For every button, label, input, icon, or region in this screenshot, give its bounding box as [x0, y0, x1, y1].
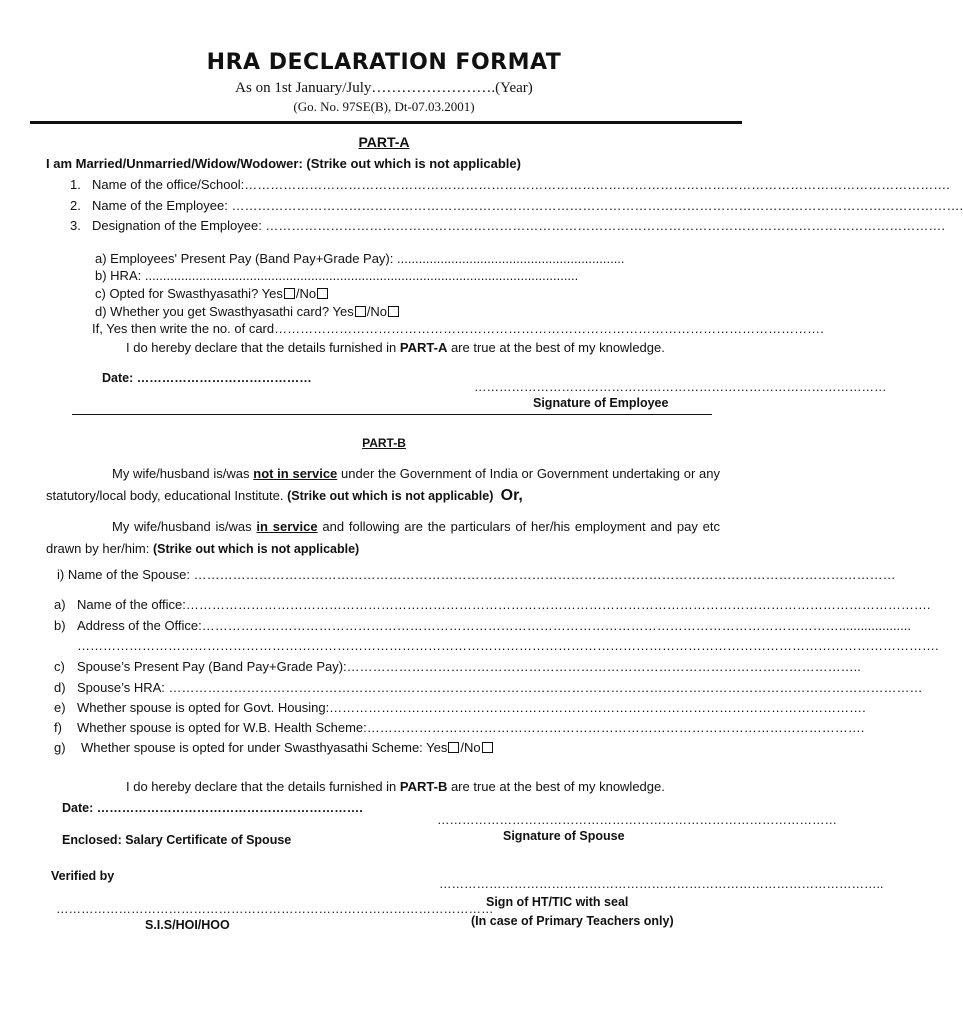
item-letter: f): [54, 720, 62, 735]
hra-field[interactable]: b) HRA: ........................................................................................................................: [95, 268, 579, 283]
declaration-text-end: are true at the best of my knowledge.: [447, 779, 665, 794]
item-letter: d): [54, 680, 66, 695]
swasthyasathi-scheme-label: Whether spouse is opted for under Swasthyasathi Scheme: Yes: [81, 740, 448, 755]
sis-signature-line[interactable]: ……………………………………………………………………………………………: [56, 902, 494, 916]
no-label: /No: [460, 740, 481, 755]
swasthyasathi-card-label: d) Whether you get Swasthyasathi card? Yes: [95, 304, 354, 319]
health-scheme-field[interactable]: Whether spouse is opted for W.B. Health Scheme:…………………………………………………………………………………………………….: [77, 720, 865, 735]
spouse-office-name-field[interactable]: Name of the office:……………………………………………………………………………………………………………………………………………………….: [77, 597, 931, 612]
primary-teachers-note: (In case of Primary Teachers only): [471, 914, 674, 928]
office-school-field[interactable]: Name of the office/School:……………………………………………………………………………………………………………………………………………….: [92, 177, 950, 192]
header-divider: [30, 121, 742, 124]
part-b-item-d[interactable]: [54, 680, 923, 695]
yes-checkbox[interactable]: [448, 742, 459, 753]
opted-swasthyasathi-line: [95, 286, 329, 301]
yes-checkbox[interactable]: [284, 288, 295, 299]
declaration-part-ref: PART-A: [399, 340, 448, 355]
part-b-item-g: [54, 740, 494, 755]
declaration-text: I do hereby declare that the details furnished in: [126, 340, 400, 355]
part-b-date-field[interactable]: Date: ……………………………………………………….: [62, 801, 363, 815]
para2-text: My wife/husband is/was: [112, 519, 257, 534]
swasthyasathi-card-line: [95, 304, 400, 319]
as-on-date-line[interactable]: As on 1st January/July…………………….(Year): [235, 80, 533, 96]
part-a-date-field[interactable]: Date: ……………………………………: [102, 371, 312, 385]
spouse-signature-line[interactable]: ……………………………………………………………………………………: [437, 813, 837, 827]
sis-hoi-hoo-label: S.I.S/HOI/HOO: [145, 918, 230, 932]
spouse-office-address-field-2[interactable]: ……………………………………………………………………………………………………………………………………………………………………………….: [77, 638, 939, 653]
para1-text: My wife/husband is/was: [112, 466, 254, 481]
para1-text-cont: under the Government of India or Government undertaking or any statutory/local body, educational Institute.: [46, 466, 720, 503]
in-service-paragraph[interactable]: [46, 516, 720, 560]
no-checkbox[interactable]: [388, 306, 399, 317]
part-b-item-e[interactable]: [54, 700, 866, 715]
yes-checkbox[interactable]: [355, 306, 366, 317]
employee-name-field[interactable]: Name of the Employee: …………………………………………………………………………………………………………………………………………………….: [92, 198, 963, 213]
part-b-item-b[interactable]: [54, 618, 911, 633]
ht-signature-line[interactable]: ……………………………………………………………………………………………..: [439, 877, 884, 891]
in-service-text: in service: [256, 519, 318, 534]
spouse-pay-field[interactable]: Spouse’s Present Pay (Band Pay+Grade Pay):………………………………………………………………………………………………………..: [77, 659, 861, 674]
form-title: HRA DECLARATION FORMAT: [206, 50, 562, 75]
no-label: /No: [295, 286, 317, 301]
part-a-declaration: [126, 340, 665, 355]
part-a-item-1[interactable]: [70, 177, 950, 192]
part-divider: [72, 414, 712, 415]
spouse-hra-field[interactable]: Spouse’s HRA: …………………………………………………………………………………………………………………………………………………………: [77, 680, 923, 695]
part-a-item-3[interactable]: [70, 218, 945, 233]
item-letter: e): [54, 700, 66, 715]
item-letter: g): [54, 740, 66, 755]
marital-status-line[interactable]: [46, 156, 521, 171]
item-letter: a): [54, 597, 66, 612]
part-b-item-a[interactable]: [54, 597, 931, 612]
strike-out-note: (Strike out which is not applicable): [152, 542, 360, 556]
part-b-item-c[interactable]: [54, 659, 861, 674]
item-number: 3.: [70, 218, 81, 233]
not-in-service-text: not in service: [253, 466, 338, 481]
declaration-part-ref: PART-B: [399, 779, 448, 794]
spouse-name-field[interactable]: i) Name of the Spouse: ………………………………………………………………………………………………………………………………………………: [57, 567, 896, 582]
enclosed-note: Enclosed: Salary Certificate of Spouse: [62, 833, 292, 847]
part-b-declaration: [126, 779, 665, 794]
part-b-item-f[interactable]: [54, 720, 864, 735]
opted-swasthyasathi-label: c) Opted for Swasthyasathi? Yes: [95, 286, 283, 301]
marital-status-text: I am Married/Unmarried/Widow/Wodower: (Strike out which is not applicable): [46, 156, 521, 171]
spouse-office-address-field[interactable]: Address of the Office:…………………………………………………………………………………………………………………………………....................: [77, 618, 912, 633]
item-letter: c): [54, 659, 65, 674]
item-number: 2.: [70, 198, 81, 213]
go-reference: (Go. No. 97SE(B), Dt-07.03.2001): [293, 99, 475, 114]
item-letter: b): [54, 618, 66, 633]
no-checkbox[interactable]: [482, 742, 493, 753]
employee-signature-label: Signature of Employee: [533, 396, 669, 410]
declaration-text: I do hereby declare that the details furnished in: [126, 779, 400, 794]
no-checkbox[interactable]: [317, 288, 328, 299]
present-pay-field[interactable]: a) Employees' Present Pay (Band Pay+Grade Pay): ...............................................................: [95, 251, 625, 266]
designation-field[interactable]: Designation of the Employee: ………………………………………………………………………………………………………………………………………….: [92, 218, 946, 233]
no-label: /No: [366, 304, 387, 319]
verified-by-label: Verified by: [51, 869, 115, 883]
part-a-heading: PART-A: [358, 134, 410, 150]
part-b-item-b-cont[interactable]: [54, 638, 939, 653]
part-b-heading: PART-B: [362, 436, 406, 450]
or-separator: Or,: [500, 487, 523, 504]
card-number-field[interactable]: If, Yes then write the no. of card……………………………………………………………………………………………………………….: [92, 321, 824, 336]
spouse-signature-label: Signature of Spouse: [503, 829, 625, 843]
employee-signature-line[interactable]: ………………………………………………………………………………………: [474, 380, 887, 394]
item-number: 1.: [70, 177, 81, 192]
ht-signature-label: Sign of HT/TIC with seal: [486, 895, 629, 909]
not-in-service-paragraph[interactable]: [46, 463, 720, 507]
part-a-item-2[interactable]: [70, 198, 963, 213]
strike-out-note: (Strike out which is not applicable): [287, 489, 494, 503]
para2-text-cont: and following are the particulars of her/his employment and pay etc drawn by her/him:: [46, 519, 720, 556]
declaration-text-end: are true at the best of my knowledge.: [447, 340, 665, 355]
govt-housing-field[interactable]: Whether spouse is opted for Govt. Housing:…………………………………………………………………………………………………………….: [77, 700, 866, 715]
